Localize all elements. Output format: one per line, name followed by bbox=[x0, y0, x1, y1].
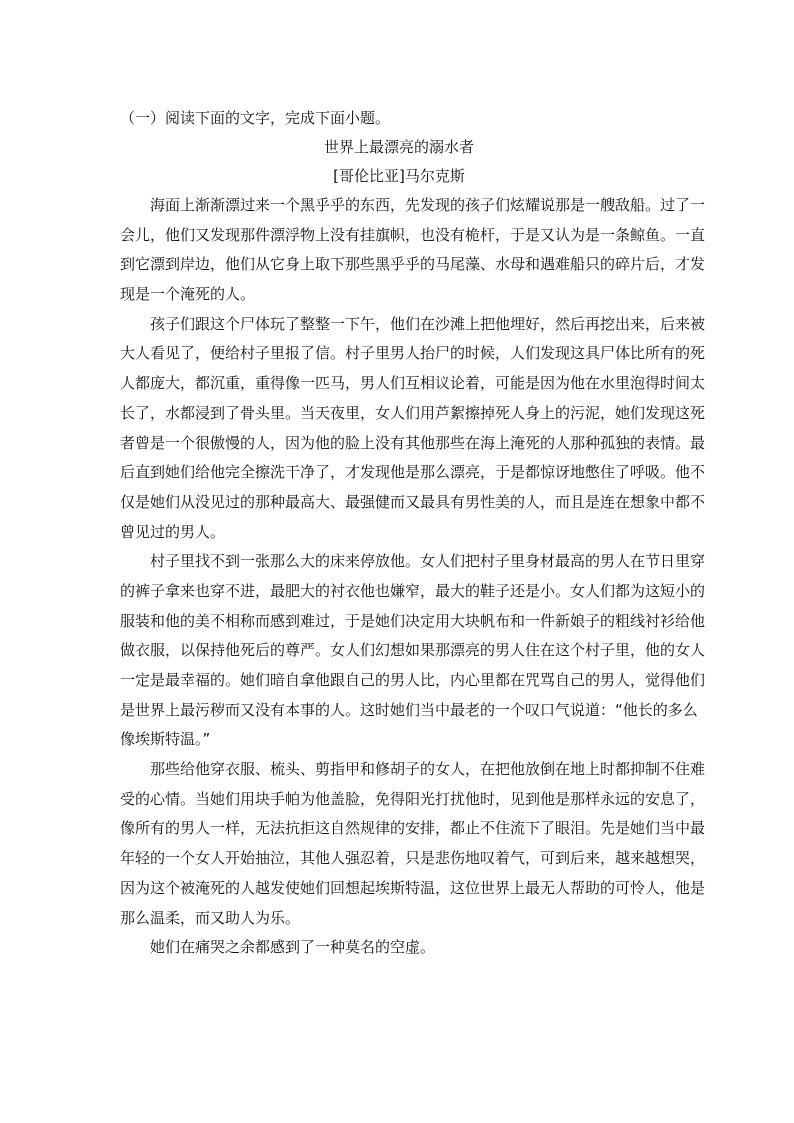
paragraph bbox=[120, 755, 706, 933]
paragraph-first-line: 村子里找不到一张那么大的床来停放他。女人们把村子里身材最高的男人在节日里穿 bbox=[150, 552, 706, 571]
paragraph-line: 长了，水都浸到了骨头里。当天夜里，女人们用芦絮擦掉死人身上的污泥，她们发现这死 bbox=[120, 403, 706, 422]
paragraph-line: 仅是她们从没见过的那种最高大、最强健而又最具有男性美的人，而且是连在想象中都不 bbox=[120, 492, 706, 511]
paragraph-line: 大人看见了，便给村子里报了信。村子里男人抬尸的时候，人们发现这具尸体比所有的死 bbox=[120, 344, 706, 363]
article-body bbox=[120, 191, 706, 963]
paragraph bbox=[120, 547, 706, 755]
paragraph-line: 像所有的男人一样，无法抗拒这自然规律的安排，都止不住流下了眼泪。先是她们当中最 bbox=[120, 819, 706, 838]
paragraph-first-line: 那些给他穿衣服、梳头、剪指甲和修胡子的女人，在把他放倒在地上时都抑制不住难 bbox=[150, 760, 706, 779]
paragraph bbox=[120, 191, 706, 310]
paragraph-first-line: 孩子们跟这个尸体玩了整整一下午，他们在沙滩上把他埋好，然后再挖出来，后来被 bbox=[150, 314, 706, 333]
paragraph bbox=[120, 310, 706, 548]
article-title: 世界上最漂亮的溺水者 bbox=[323, 138, 474, 156]
paragraph-line: 后直到她们给他完全擦洗干净了，才发现他是那么漂亮，于是都惊讶地憋住了呼吸。他不 bbox=[120, 463, 706, 482]
paragraph-line: 现是一个淹死的人。 bbox=[120, 285, 256, 304]
paragraph-line: 者曾是一个很傲慢的人，因为他的脸上没有其他那些在海上淹死的人那种孤独的表情。最 bbox=[120, 433, 706, 452]
section-heading: （一）阅读下面的文字，完成下面小题。 bbox=[120, 109, 391, 127]
paragraph-line: 是世界上最污秽而又没有本事的人。这时她们当中最老的一个叹口气说道：“他长的多么 bbox=[120, 700, 698, 719]
paragraph bbox=[120, 933, 678, 963]
paragraph-line: 受的心情。当她们用块手帕为他盖脸，免得阳光打扰他时，见到他是那样永远的安息了， bbox=[120, 789, 706, 808]
paragraph-line: 像埃斯特温。” bbox=[120, 730, 211, 749]
paragraph-line: 因为这个被淹死的人越发使她们回想起埃斯特温，这位世界上最无人帮助的可怜人，他是 bbox=[120, 878, 706, 897]
paragraph-line: 曾见过的男人。 bbox=[120, 522, 226, 541]
paragraph-line: 服装和他的美不相称而感到难过，于是她们决定用大块帆布和一件新娘子的粗线衬衫给他 bbox=[120, 611, 706, 630]
paragraph-line: 那么温柔，而又助人为乐。 bbox=[120, 908, 301, 927]
paragraph-first-line: 她们在痛哭之余都感到了一种莫名的空虚。 bbox=[150, 938, 436, 957]
paragraph-line: 一定是最幸福的。她们暗自拿他跟自己的男人比，内心里都在咒骂自己的男人，觉得他们 bbox=[120, 671, 706, 689]
document-content bbox=[120, 104, 706, 963]
paragraph-line: 会儿，他们又发现那件漂浮物上没有挂旗帜，也没有桅杆，于是又认为是一条鲸鱼。一直 bbox=[120, 225, 706, 244]
paragraph-line: 到它漂到岸边，他们从它身上取下那些黑乎乎的马尾藻、水母和遇难船只的碎片后，才发 bbox=[120, 255, 706, 274]
paragraph-line: 的裤子拿来也穿不进，最肥大的衬衣他也嫌窄，最大的鞋子还是小。女人们都为这短小的 bbox=[120, 581, 706, 600]
article-author: [哥伦比亚]马尔克斯 bbox=[333, 167, 465, 185]
paragraph-first-line: 海面上渐渐漂过来一个黑乎乎的东西，先发现的孩子们炫耀说那是一艘敌船。过了一 bbox=[150, 196, 706, 214]
paragraph-line: 人都庞大，都沉重，重得像一匹马，男人们互相议论着，可能是因为他在水里泡得时间太 bbox=[120, 374, 706, 393]
paragraph-line: 做衣服，以保持他死后的尊严。女人们幻想如果那漂亮的男人住在这个村子里，他的女人 bbox=[120, 641, 706, 660]
paragraph-line: 年轻的一个女人开始抽泣，其他人强忍着，只是悲伤地叹着气，可到后来，越来越想哭， bbox=[120, 849, 706, 868]
